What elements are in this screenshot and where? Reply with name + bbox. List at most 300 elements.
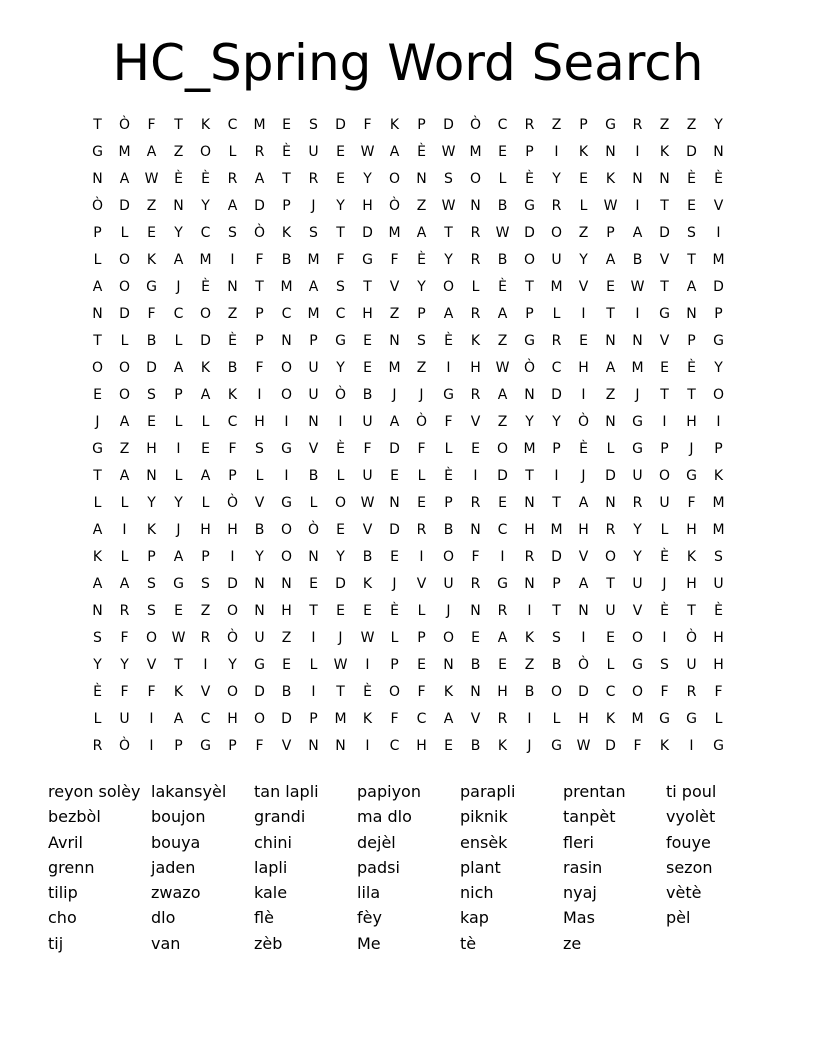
- grid-letter: J: [392, 387, 397, 403]
- grid-letter: Ò: [577, 657, 590, 673]
- grid-letter: S: [444, 171, 453, 187]
- grid-letter: O: [712, 387, 725, 403]
- grid-letter: D: [497, 468, 508, 484]
- grid-letter: F: [660, 684, 669, 700]
- grid-letter: J: [662, 576, 667, 592]
- grid-letter: G: [200, 738, 211, 754]
- grid-letter: Z: [524, 657, 535, 673]
- grid-letter: B: [470, 657, 481, 673]
- grid-letter: I: [554, 468, 559, 484]
- grid-letter: U: [308, 360, 319, 376]
- grid-letter: W: [144, 171, 159, 187]
- grid-letter: A: [605, 360, 616, 376]
- grid-letter: G: [443, 387, 454, 403]
- grid-letter: J: [635, 387, 640, 403]
- word-list-item: dlo: [151, 908, 176, 928]
- grid-letter: È: [390, 603, 399, 619]
- word-list-item: tanpèt: [563, 807, 616, 827]
- grid-letter: R: [497, 603, 508, 619]
- grid-letter: O: [280, 522, 293, 538]
- grid-letter: S: [309, 225, 318, 241]
- grid-letter: B: [524, 684, 535, 700]
- grid-letter: O: [118, 360, 131, 376]
- grid-letter: P: [201, 549, 210, 565]
- word-list-item: zwazo: [151, 883, 201, 903]
- grid-letter: Y: [336, 549, 345, 565]
- grid-letter: N: [308, 738, 319, 754]
- grid-letter: Y: [444, 252, 453, 268]
- grid-letter: L: [498, 171, 507, 187]
- grid-letter: Ò: [388, 198, 401, 214]
- grid-letter: G: [524, 198, 535, 214]
- grid-letter: E: [471, 441, 480, 457]
- grid-letter: C: [551, 360, 562, 376]
- word-list-item: sezon: [666, 857, 713, 877]
- grid-row: [84, 355, 732, 382]
- grid-letter: N: [524, 576, 535, 592]
- grid-letter: D: [254, 684, 265, 700]
- grid-letter: T: [552, 495, 561, 511]
- grid-letter: U: [254, 630, 265, 646]
- grid-letter: K: [173, 684, 184, 700]
- grid-letter: B: [470, 738, 481, 754]
- grid-letter: N: [605, 495, 616, 511]
- word-list-item: bezbòl: [48, 807, 101, 827]
- grid-row: [84, 436, 732, 463]
- word-list-item: fèy: [357, 908, 382, 928]
- grid-letter: H: [497, 684, 508, 700]
- grid-letter: L: [174, 333, 183, 349]
- grid-letter: Z: [227, 306, 238, 322]
- word-list-item: rasin: [563, 857, 603, 877]
- grid-letter: N: [470, 684, 481, 700]
- grid-letter: S: [228, 225, 237, 241]
- grid-letter: S: [714, 549, 723, 565]
- grid-letter: S: [309, 117, 318, 133]
- grid-row: [84, 409, 732, 436]
- grid-letter: N: [713, 144, 724, 160]
- word-list-item: prentan: [563, 782, 626, 801]
- grid-letter: S: [147, 387, 156, 403]
- grid-letter: S: [687, 225, 696, 241]
- grid-letter: N: [308, 414, 319, 430]
- grid-letter: U: [362, 414, 373, 430]
- grid-letter: P: [525, 144, 534, 160]
- grid-letter: Z: [146, 198, 157, 214]
- grid-letter: W: [333, 657, 348, 673]
- grid-letter: A: [173, 360, 184, 376]
- grid-letter: E: [444, 738, 453, 754]
- grid-letter: O: [388, 684, 401, 700]
- grid-letter: P: [93, 225, 102, 241]
- grid-letter: F: [714, 684, 723, 700]
- grid-letter: P: [660, 441, 669, 457]
- grid-letter: G: [146, 279, 157, 295]
- grid-row: [84, 220, 732, 247]
- grid-letter: E: [363, 360, 372, 376]
- grid-letter: N: [281, 333, 292, 349]
- grid-letter: V: [308, 441, 319, 457]
- grid-letter: I: [635, 198, 640, 214]
- grid-letter: C: [497, 117, 508, 133]
- grid-letter: H: [281, 603, 292, 619]
- grid-letter: T: [336, 225, 345, 241]
- grid-letter: O: [388, 171, 401, 187]
- grid-letter: M: [712, 522, 725, 538]
- grid-letter: H: [578, 360, 589, 376]
- grid-letter: V: [578, 279, 589, 295]
- grid-letter: L: [579, 198, 588, 214]
- grid-letter: K: [524, 630, 535, 646]
- word-list-item: bouya: [151, 832, 201, 852]
- grid-letter: P: [444, 495, 453, 511]
- grid-letter: Ò: [685, 630, 698, 646]
- grid-letter: Y: [633, 522, 642, 538]
- grid-letter: N: [92, 603, 103, 619]
- grid-letter: U: [308, 144, 319, 160]
- grid-letter: L: [201, 495, 210, 511]
- grid-letter: Y: [552, 171, 561, 187]
- grid-letter: T: [255, 279, 264, 295]
- grid-letter: V: [578, 549, 589, 565]
- grid-letter: T: [687, 387, 696, 403]
- grid-letter: È: [660, 549, 669, 565]
- grid-letter: F: [363, 117, 372, 133]
- grid-letter: A: [497, 306, 508, 322]
- grid-letter: F: [363, 441, 372, 457]
- grid-letter: J: [392, 576, 397, 592]
- word-list-item: lakansyèl: [151, 782, 227, 801]
- grid-letter: B: [146, 333, 157, 349]
- grid-letter: N: [254, 576, 265, 592]
- grid-letter: L: [309, 495, 318, 511]
- word-list-item: jaden: [151, 857, 196, 877]
- grid-letter: O: [496, 441, 509, 457]
- grid-letter: K: [146, 522, 157, 538]
- grid-letter: R: [470, 495, 481, 511]
- grid-letter: N: [578, 603, 589, 619]
- grid-row: [84, 544, 732, 571]
- grid-letter: O: [469, 171, 482, 187]
- grid-letter: Y: [417, 279, 426, 295]
- grid-letter: J: [176, 279, 181, 295]
- grid-letter: Z: [497, 333, 508, 349]
- grid-letter: È: [714, 603, 723, 619]
- grid-letter: T: [174, 657, 183, 673]
- grid-letter: E: [606, 630, 615, 646]
- grid-letter: R: [227, 171, 238, 187]
- grid-letter: E: [417, 495, 426, 511]
- grid-letter: U: [551, 252, 562, 268]
- word-list-item: Me: [357, 933, 381, 953]
- grid-letter: N: [632, 171, 643, 187]
- grid-letter: L: [93, 252, 102, 268]
- grid-letter: I: [365, 657, 370, 673]
- grid-letter: Ò: [91, 198, 104, 214]
- word-list-item: plant: [460, 857, 501, 877]
- word-list-item: reyon solèy: [48, 782, 141, 801]
- grid-letter: F: [417, 684, 426, 700]
- grid-letter: T: [93, 117, 102, 133]
- grid-letter: T: [336, 684, 345, 700]
- grid-letter: È: [687, 360, 696, 376]
- grid-letter: I: [581, 630, 586, 646]
- grid-letter: V: [200, 684, 211, 700]
- grid-letter: F: [390, 711, 399, 727]
- grid-letter: H: [686, 414, 697, 430]
- grid-letter: V: [659, 333, 670, 349]
- grid-row: [84, 193, 732, 220]
- grid-letter: Y: [174, 495, 183, 511]
- grid-letter: K: [659, 738, 670, 754]
- grid-letter: C: [227, 414, 238, 430]
- grid-letter: O: [550, 225, 563, 241]
- grid-letter: G: [281, 495, 292, 511]
- grid-letter: E: [390, 549, 399, 565]
- grid-letter: Ò: [226, 630, 239, 646]
- grid-letter: A: [497, 387, 508, 403]
- grid-letter: È: [498, 279, 507, 295]
- grid-letter: I: [662, 630, 667, 646]
- grid-letter: O: [226, 684, 239, 700]
- grid-letter: A: [92, 576, 103, 592]
- grid-letter: B: [551, 657, 562, 673]
- grid-letter: J: [419, 387, 424, 403]
- grid-letter: D: [551, 549, 562, 565]
- grid-row: [84, 517, 732, 544]
- grid-letter: B: [362, 387, 373, 403]
- grid-letter: T: [687, 603, 696, 619]
- grid-letter: K: [200, 117, 211, 133]
- word-list-item: fouye: [666, 832, 711, 852]
- grid-letter: D: [227, 576, 238, 592]
- grid-letter: U: [119, 711, 130, 727]
- grid-letter: Z: [281, 630, 292, 646]
- grid-letter: T: [525, 468, 534, 484]
- grid-letter: S: [660, 657, 669, 673]
- grid-letter: P: [228, 738, 237, 754]
- grid-letter: K: [146, 252, 157, 268]
- grid-letter: B: [497, 198, 508, 214]
- grid-letter: N: [335, 738, 346, 754]
- word-list-item: tij: [48, 933, 64, 953]
- grid-letter: H: [254, 414, 265, 430]
- grid-letter: K: [470, 333, 481, 349]
- word-list-item: fleri: [563, 832, 594, 852]
- grid-letter: F: [444, 414, 453, 430]
- grid-letter: E: [390, 468, 399, 484]
- grid-letter: Y: [174, 225, 183, 241]
- grid-letter: È: [228, 333, 237, 349]
- grid-letter: M: [280, 279, 293, 295]
- grid-letter: D: [659, 225, 670, 241]
- grid-letter: M: [253, 117, 266, 133]
- grid-letter: D: [362, 225, 373, 241]
- grid-letter: E: [498, 657, 507, 673]
- grid-letter: D: [200, 333, 211, 349]
- grid-letter: R: [686, 684, 697, 700]
- grid-letter: D: [119, 306, 130, 322]
- grid-letter: P: [606, 225, 615, 241]
- grid-letter: D: [551, 387, 562, 403]
- word-list-item: parapli: [460, 782, 516, 801]
- grid-letter: E: [660, 360, 669, 376]
- grid-letter: D: [335, 576, 346, 592]
- grid-letter: I: [311, 684, 316, 700]
- word-list-item: tan lapli: [254, 782, 319, 801]
- grid-letter: Y: [579, 252, 588, 268]
- word-list-item: boujon: [151, 807, 206, 827]
- grid-letter: L: [228, 144, 237, 160]
- grid-letter: U: [713, 576, 724, 592]
- grid-letter: V: [362, 522, 373, 538]
- grid-letter: E: [147, 414, 156, 430]
- grid-letter: S: [147, 603, 156, 619]
- word-list-item: vyolèt: [666, 807, 716, 827]
- grid-letter: P: [309, 711, 318, 727]
- word-list-item: grenn: [48, 857, 95, 877]
- grid-letter: R: [416, 522, 427, 538]
- grid-letter: L: [201, 414, 210, 430]
- grid-letter: O: [199, 144, 212, 160]
- grid-letter: Y: [147, 495, 156, 511]
- grid-letter: I: [122, 522, 127, 538]
- grid-letter: D: [713, 279, 724, 295]
- grid-letter: È: [201, 279, 210, 295]
- grid-letter: M: [199, 252, 212, 268]
- grid-letter: P: [552, 441, 561, 457]
- grid-letter: E: [336, 144, 345, 160]
- grid-letter: R: [119, 603, 130, 619]
- grid-letter: I: [284, 414, 289, 430]
- grid-letter: L: [93, 495, 102, 511]
- grid-letter: P: [552, 576, 561, 592]
- grid-letter: Y: [201, 198, 210, 214]
- grid-letter: W: [360, 630, 375, 646]
- grid-letter: H: [362, 198, 373, 214]
- grid-letter: I: [635, 306, 640, 322]
- grid-letter: H: [686, 522, 697, 538]
- grid-letter: D: [389, 441, 400, 457]
- grid-letter: R: [254, 144, 265, 160]
- grid-letter: T: [93, 468, 102, 484]
- grid-letter: W: [495, 225, 510, 241]
- grid-letter: È: [201, 171, 210, 187]
- grid-letter: A: [146, 144, 157, 160]
- word-list-item: nich: [460, 883, 494, 903]
- grid-letter: F: [228, 441, 237, 457]
- grid-letter: K: [605, 171, 616, 187]
- word-list-item: lila: [357, 883, 381, 903]
- word-list-item: pèl: [666, 908, 691, 928]
- grid-letter: E: [147, 225, 156, 241]
- grid-letter: Ò: [523, 360, 536, 376]
- grid-letter: O: [523, 252, 536, 268]
- grid-letter: I: [716, 414, 721, 430]
- grid-letter: O: [199, 306, 212, 322]
- grid-letter: M: [712, 252, 725, 268]
- grid-letter: J: [581, 468, 586, 484]
- grid-letter: Ò: [334, 387, 347, 403]
- grid-letter: P: [525, 306, 534, 322]
- grid-letter: A: [497, 630, 508, 646]
- grid-letter: Z: [659, 117, 670, 133]
- grid-letter: Y: [93, 657, 102, 673]
- grid-letter: Z: [578, 225, 589, 241]
- grid-letter: L: [714, 711, 723, 727]
- grid-letter: V: [254, 495, 265, 511]
- grid-letter: D: [119, 198, 130, 214]
- grid-letter: F: [687, 495, 696, 511]
- grid-letter: T: [687, 252, 696, 268]
- grid-letter: R: [524, 549, 535, 565]
- grid-letter: J: [689, 441, 694, 457]
- grid-letter: Z: [389, 306, 400, 322]
- grid-letter: K: [92, 549, 103, 565]
- word-list-item: van: [151, 933, 181, 953]
- grid-letter: Z: [173, 144, 184, 160]
- grid-letter: N: [92, 306, 103, 322]
- grid-letter: N: [605, 414, 616, 430]
- grid-letter: M: [388, 225, 401, 241]
- grid-letter: A: [308, 279, 319, 295]
- word-list-item: nyaj: [563, 883, 597, 903]
- grid-letter: E: [336, 603, 345, 619]
- grid-letter: H: [200, 522, 211, 538]
- grid-letter: E: [336, 522, 345, 538]
- grid-row: [84, 490, 732, 517]
- grid-letter: Y: [336, 360, 345, 376]
- word-list-item: ti poul: [666, 782, 717, 801]
- word-list-item: chini: [254, 832, 292, 852]
- grid-row: [84, 598, 732, 625]
- grid-letter: D: [605, 468, 616, 484]
- grid-letter: N: [389, 333, 400, 349]
- grid-letter: P: [174, 387, 183, 403]
- grid-letter: E: [309, 576, 318, 592]
- grid-letter: K: [281, 225, 292, 241]
- grid-letter: Y: [228, 657, 237, 673]
- grid-letter: T: [174, 117, 183, 133]
- grid-letter: R: [470, 387, 481, 403]
- grid-letter: H: [713, 630, 724, 646]
- grid-letter: N: [146, 468, 157, 484]
- grid-letter: M: [307, 306, 320, 322]
- grid-letter: D: [443, 117, 454, 133]
- grid-letter: D: [605, 738, 616, 754]
- grid-letter: P: [255, 333, 264, 349]
- grid-letter: A: [119, 414, 130, 430]
- grid-letter: H: [578, 711, 589, 727]
- grid-letter: B: [443, 522, 454, 538]
- grid-letter: I: [203, 657, 208, 673]
- grid-letter: N: [605, 144, 616, 160]
- grid-letter: S: [201, 576, 210, 592]
- grid-letter: G: [92, 144, 103, 160]
- grid-letter: G: [335, 333, 346, 349]
- grid-letter: Y: [552, 414, 561, 430]
- grid-letter: J: [527, 738, 532, 754]
- grid-letter: E: [201, 441, 210, 457]
- grid-letter: L: [606, 441, 615, 457]
- grid-letter: A: [173, 252, 184, 268]
- grid-letter: W: [171, 630, 186, 646]
- grid-letter: G: [281, 441, 292, 457]
- grid-letter: A: [443, 711, 454, 727]
- grid-letter: H: [416, 738, 427, 754]
- grid-letter: B: [281, 252, 292, 268]
- grid-letter: I: [689, 738, 694, 754]
